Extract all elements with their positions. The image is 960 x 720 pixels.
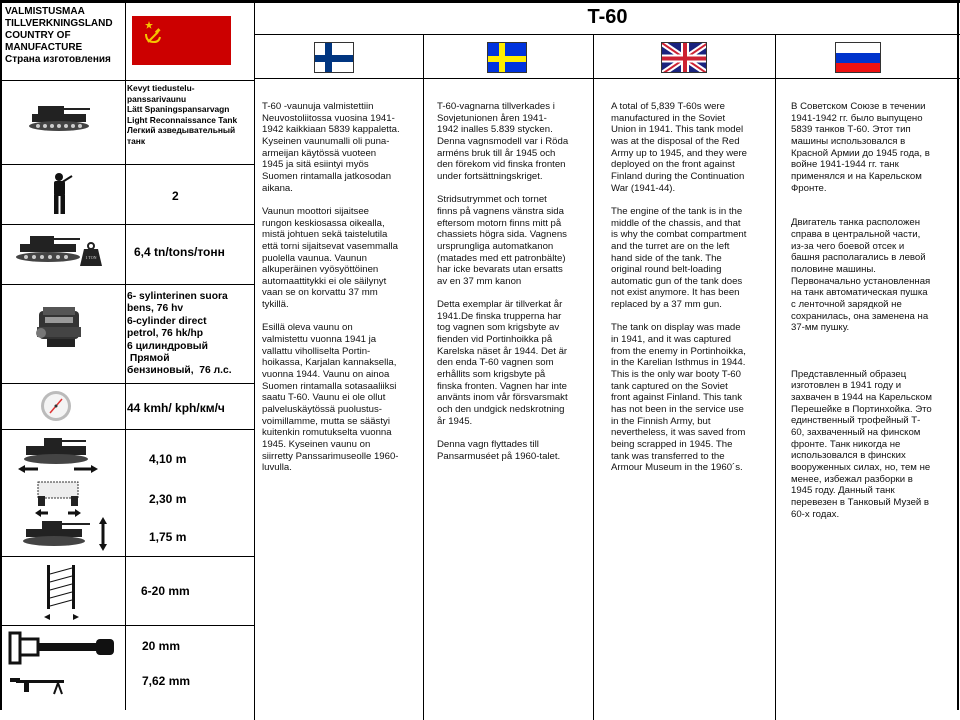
paragraph: T-60 -vaunuja valmistettiin Neuvostoliitossa vuosina 1941- 1942 kaikkiaan 5839 kappaletta. Kyseinen vaunumalli oli puna- armeijan käytössä vuoteen 1945 ja sitä esiintyi myös Suomen rintamalla jatkosodan aikana. <box>262 101 400 194</box>
height-icon <box>20 517 110 556</box>
paragraph: Esillä oleva vaunu on valmistettu vuonna 1941 ja vallattu viholliselta Portin- hoikassa, Karjalan kannaksella, vuonna 1944. Vaunu on ainoa Suomen rintamalla sotasaaliiksi saatu T-60. Vaunu ei ole ollut palveluskäytössä puolustus- voimillamme, mutta se säästyi kuitenkin romutukselta vuonna 1945. Kyseinen vaunu on siirretty Panssarimuseolle 1960- luvulla. <box>262 322 399 474</box>
finnish-description <box>262 101 422 486</box>
tank-icon <box>26 100 96 139</box>
paragraph: Vaunun moottori sijaitsee rungon keskiosassa oikealla, mistä johtuen sekä taistelutila että torni sijaitsevat vasemmalla puolella vaunua. Vaunun alkuperäinen vyösyöttöinen automaattitykki ei ole säilynyt vaan se on korvattu 37 mm tykillä. <box>262 205 398 311</box>
armour-value: 6-20 mm <box>141 584 190 598</box>
page-title: T-60 <box>587 6 628 28</box>
sweden-flag-icon <box>487 42 527 73</box>
row-divider <box>0 224 254 225</box>
uk-flag-icon <box>661 42 707 73</box>
paragraph: A total of 5,839 T-60s were manufactured in the Soviet Union in 1941. This tank model was at the disposal of the Red Army up to 1945, and they were deployed on the front against Finland during the Continuation War (1941-44). <box>611 101 747 194</box>
engine-line: Прямой <box>127 353 170 365</box>
main-gun-value: 20 mm <box>142 639 181 653</box>
length-value: 4,10 m <box>149 452 187 466</box>
paragraph: The tank on display was made in 1941, and it was captured from the enemy in Portinhoikka, in the Karelian Isthmus in 1944. This is the only war booty T-60 tank captured on the Soviet front against Finland. This tank has not been in the service use in the Finnish Army, but nevertheless, it was saved from being scrapped in 1945. The tank was transferred to the Armour Museum in the 1960´s. <box>611 322 746 474</box>
engine-line: 6 цилиндровый <box>127 340 208 352</box>
type-line: Lätt Spaningspansarvagn <box>127 104 230 115</box>
ussr-flag-icon <box>132 16 231 65</box>
type-line: Kevyt tiedustelu- <box>127 83 195 93</box>
engine-line: бензиновый, 76 л.с. <box>127 365 232 377</box>
label-line: MANUFACTURE <box>5 42 83 53</box>
divider-col-en-ru <box>775 34 776 720</box>
paragraph: Представленный образец изготовлен в 1941 году и захвачен в 1944 на Карельском Перешейке в Портинхойка. Это единственный трофейный Т- 60, захваченный на финском фронте. Танк никогда не использовался в финских вооруженных силах, но, тем не менее, избежал разборки в 1945 году. Данный танк перевезен в Танковый Музей в 60-х годах. <box>791 368 932 520</box>
swedish-description <box>437 101 592 474</box>
engine-line: 6-cylinder direct <box>127 315 207 327</box>
label-line: Страна изготовления <box>5 54 111 65</box>
speedometer-icon <box>40 390 72 427</box>
english-description <box>611 101 773 486</box>
height-value: 1,75 m <box>149 530 187 544</box>
cannon-icon <box>8 631 116 672</box>
paragraph: Detta exemplar är tillverkat år 1941.De finska trupperna har tog vagnen som krigsbyte av fienden vid Portinhoikka på Karelska näset år 1944. Det är den enda T-60 vagnen som erhållits som krigsbyte på finska fronten. Vagnen har inte använts inom vår försvarsmakt och den undgick nedskrotning år 1945. <box>437 299 568 427</box>
label-line: VALMISTUSMAA <box>5 6 85 17</box>
russia-flag-icon <box>835 42 881 73</box>
border-left <box>0 0 2 710</box>
country-of-manufacture-label <box>5 6 113 66</box>
weight-value: 6,4 tn/tons/тонн <box>134 245 225 259</box>
type-line: panssarivaunu <box>127 93 187 104</box>
tank-icon <box>12 232 82 271</box>
divider-label-col <box>125 0 126 710</box>
border-top <box>0 0 960 3</box>
paragraph: Stridsutrymmet och tornet finns på vagnens vänstra sida eftersom motorn finns mitt på chassiets högra sida. Vagnens ursprungliga automatkanon (matades med ett patronbälte) har icke bevarats utan ersatts av en 37 mm kanon <box>437 194 567 287</box>
machine-gun-value: 7,62 mm <box>142 674 191 688</box>
engine-line: 6- sylinterinen suora <box>127 291 228 302</box>
engine-icon <box>33 303 87 356</box>
divider-col-sv-en <box>593 34 594 720</box>
weight-badge-label: 1 TON <box>85 255 97 260</box>
width-value: 2,30 m <box>149 492 187 506</box>
weight-icon <box>80 242 102 266</box>
crew-value: 2 <box>172 189 179 203</box>
finland-flag-icon <box>314 42 354 73</box>
divider-title <box>254 34 960 35</box>
speed-value: 44 kmh/ kph/км/ч <box>127 401 225 415</box>
paragraph: The engine of the tank is in the middle of the chassis, and that is why the combat compartment and the turret are on the left hand side of the tank. The original round belt-loading automatic gun of the tank does not exist anymore. It has been replaced by a 37 mm gun. <box>611 205 747 311</box>
divider-spec-col <box>254 0 255 720</box>
row-divider <box>0 625 254 626</box>
paragraph: Двигатель танка расположен справа в центральной части, из-за чего боевой отсек и башня располагались в левой половине машины. Первоначально установленная на танк автоматическая пушка с ленточной зарядкой не сохранилась, она заменена на 37-мм пушку. <box>791 217 931 334</box>
divider-flags <box>254 78 960 79</box>
type-line: Легкий азведывательный <box>127 125 236 136</box>
paragraph: T-60-vagnarna tillverkades i Sovjetunionen åren 1941- 1942 inalles 5.839 stycken. Denna vagnsmodell var i Röda arméns bruk till år 1945 och den förekom vid finska fronten under fortsättningskriget. <box>437 101 569 182</box>
label-line: COUNTRY OF <box>5 30 71 41</box>
paragraph: Denna vagn flyttades till Pansarmuséet på 1960-talet. <box>437 438 561 462</box>
armour-icon <box>42 562 82 627</box>
border-right <box>957 0 959 710</box>
row-divider <box>0 556 254 557</box>
russian-description <box>791 101 956 532</box>
row-divider <box>0 284 254 285</box>
type-line: танк <box>127 135 146 146</box>
row-divider <box>0 429 254 430</box>
type-line: Light Reconnaissance Tank <box>127 114 238 125</box>
label-line: TILLVERKNINGSLAND <box>5 18 113 29</box>
engine-line: bens, 76 hv <box>127 303 184 315</box>
row-divider <box>0 383 254 384</box>
row-divider <box>0 80 254 81</box>
vehicle-type-text <box>127 83 253 147</box>
divider-col-fi-sv <box>423 34 424 720</box>
row-divider <box>0 164 254 165</box>
machine-gun-icon <box>10 674 66 701</box>
length-icon <box>18 436 98 479</box>
paragraph: В Советском Союзе в течении 1941-1942 гг. было выпущено 5839 танков Т-60. Этот тип машины использовался в Красной Армии до 1945 года, в войне 1941-1944 гг. танк применялся и на Карельском Фронте. <box>791 101 930 194</box>
engine-text <box>127 291 232 378</box>
engine-line: petrol, 76 hk/hp <box>127 328 204 340</box>
soldier-icon <box>50 172 74 221</box>
